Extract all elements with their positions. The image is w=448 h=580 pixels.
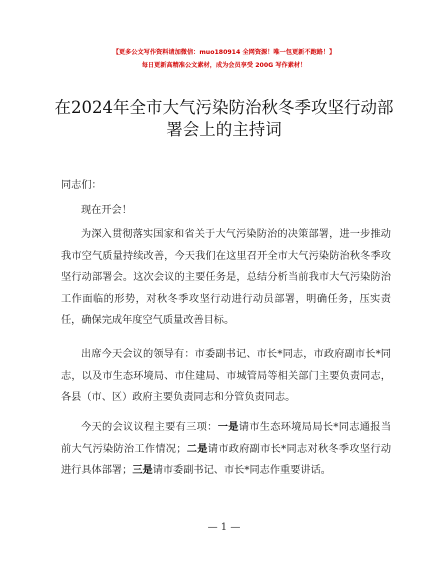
paragraph-agenda-text [61,417,391,482]
agenda-item-1-label: 一是 [217,421,239,433]
promo-banner-line-1: 【更多公文写作资料请加微信：muo180914 全网资源！唯一包更新不跑路！】 [112,49,336,56]
agenda-item-2-text: 请市政府副市长*同志对秋冬季攻坚行动进行具体部署； [61,443,392,476]
page-number: — 1 — [207,522,241,533]
agenda-item-3-label: 三是 [132,464,153,476]
paragraph-attendees [61,344,391,409]
promo-banner-line-2: 每日更新高精准公文素材，成为会员享受 200G 写作素材！ [141,62,307,69]
opening-line: 现在开会！ [81,205,132,216]
agenda-intro: 今天的会议议程主要有三项： [81,422,218,433]
paragraph-attendees-text: 出席今天会议的领导有：市委副书记、市长*同志，市政府副市长*同志，以及市生态环境局、市住建局、市城管局等相关部门主要负责同志，各县（市、区）政府主要负责同志和分管负责同志。 [61,349,391,403]
paragraph-purpose-text: 为深入贯彻落实国家和省关于大气污染防治的决策部署，进一步推动我市空气质量持续改善，今天我们在这里召开全市大气污染防治秋冬季攻坚行动部署会。这次会议的主要任务是，总结分析当前我市大气污染防治工作面临的形势，对秋冬季攻坚行动进行动员部署，明确任务，压实责任，确保完成年度空气质量改善目标。 [61,229,391,326]
document-title-line-1: 在2024年全市大气污染防治秋冬季攻坚行动部 [54,98,394,117]
agenda-item-1-text: 请市生态环境局局长*同志通报当前大气污染防治工作情况； [61,422,392,455]
salutation: 同志们： [61,180,102,191]
agenda-item-2-label: 二是 [186,442,208,455]
document-title-line-2: 署会上的主持词 [166,120,282,139]
agenda-item-3-text: 请市委副书记、市长*同志作重要讲话。 [152,465,331,476]
paragraph-purpose [61,224,391,332]
paragraph-agenda [61,417,391,482]
